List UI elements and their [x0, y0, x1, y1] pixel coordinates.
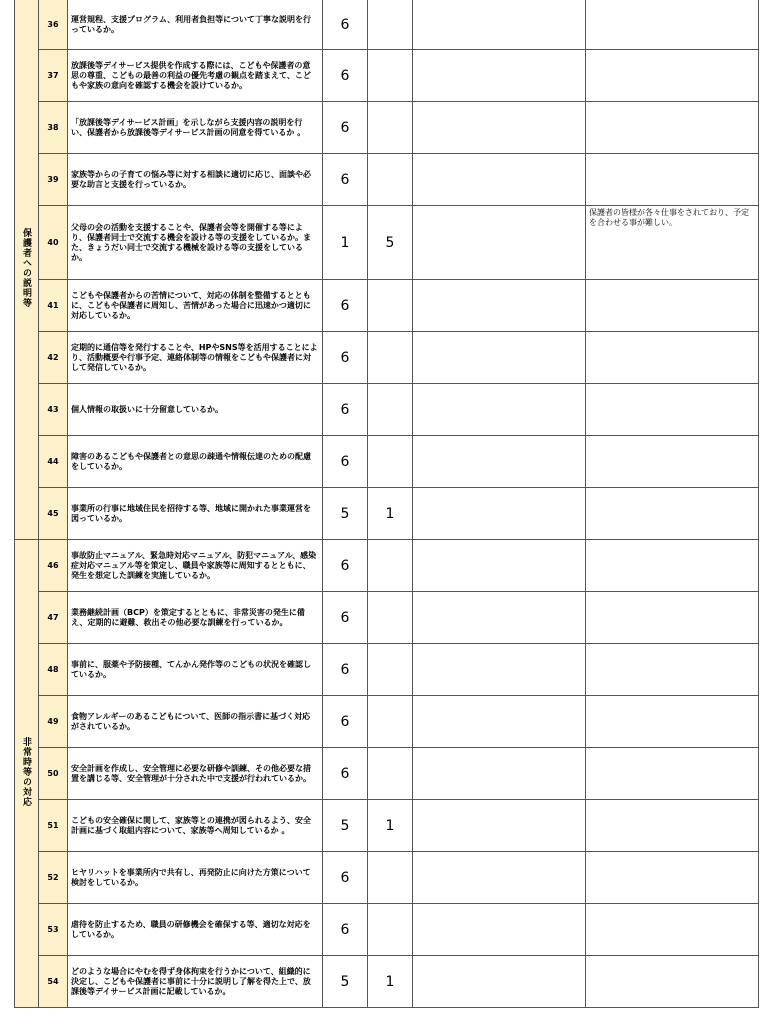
item-question: 食物アレルギーのあるこどもについて、医師の指示書に基づく対応がされているか。: [68, 696, 323, 748]
item-number: 52: [39, 852, 68, 904]
table-row: [15, 644, 759, 696]
no-count: 5: [368, 206, 413, 280]
category-label: 非常時等の対応: [21, 736, 31, 807]
yes-count: 6: [323, 904, 368, 956]
item-question: こどもや保護者からの苦情について、対応の体制を整備するとともに、こどもや保護者に周知し、苦情があった場合に迅速かつ適切に対応しているか。: [68, 280, 323, 332]
yes-count: 1: [323, 206, 368, 280]
note-cell: [586, 384, 759, 436]
item-question: こどもの安全確保に関して、家族等との連携が図られるよう、安全計画に基づく取組内容について、家族等へ周知しているか 。: [68, 800, 323, 852]
item-number: 42: [39, 332, 68, 384]
note-cell: [586, 50, 759, 102]
item-number: 46: [39, 540, 68, 592]
item-number: 53: [39, 904, 68, 956]
yes-count: 6: [323, 0, 368, 50]
no-count: [368, 644, 413, 696]
item-number: 51: [39, 800, 68, 852]
item-number: 38: [39, 102, 68, 154]
note-cell: [586, 436, 759, 488]
evaluation-sheet: [14, 0, 759, 1008]
blank-cell: [413, 800, 586, 852]
yes-count: 6: [323, 384, 368, 436]
no-count: [368, 332, 413, 384]
yes-count: 6: [323, 102, 368, 154]
category-label: 保護者への説明等: [21, 227, 31, 308]
evaluation-table: [14, 0, 759, 1008]
item-question: 「放課後等デイサービス計画」を示しながら支援内容の説明を行い、保護者から放課後等デイサービス計画の同意を得ているか 。: [68, 102, 323, 154]
yes-count: 6: [323, 280, 368, 332]
blank-cell: [413, 696, 586, 748]
no-count: [368, 592, 413, 644]
item-question: 父母の会の活動を支援することや、保護者会等を開催する等により、保護者同士で交流する機会を設ける等の支援をしているか。また、きょうだい同士で交流する機械を設ける等の支援をしているか。: [68, 206, 323, 280]
blank-cell: [413, 0, 586, 50]
blank-cell: [413, 956, 586, 1008]
table-row: [15, 384, 759, 436]
no-count: 1: [368, 956, 413, 1008]
item-question: 事故防止マニュアル、緊急時対応マニュアル、防犯マニュアル、感染症対応マニュアル等を策定し、職員や家族等に周知するとともに、発生を想定した訓練を実施しているか。: [68, 540, 323, 592]
yes-count: 6: [323, 332, 368, 384]
table-row: [15, 50, 759, 102]
blank-cell: [413, 748, 586, 800]
table-row: [15, 904, 759, 956]
no-count: [368, 436, 413, 488]
table-row: [15, 748, 759, 800]
category-cell: [15, 0, 39, 540]
yes-count: 5: [323, 800, 368, 852]
item-question: 事前に、服薬や予防接種、てんかん発作等のこどもの状況を確認しているか。: [68, 644, 323, 696]
yes-count: 6: [323, 154, 368, 206]
note-cell: [586, 904, 759, 956]
note-cell: [586, 488, 759, 540]
item-question: 業務継続計画（BCP）を策定するとともに、非常災害の発生に備え、定期的に避難、救出その他必要な訓練を行っているか。: [68, 592, 323, 644]
item-number: 49: [39, 696, 68, 748]
yes-count: 6: [323, 852, 368, 904]
no-count: 1: [368, 800, 413, 852]
note-cell: [586, 0, 759, 50]
blank-cell: [413, 436, 586, 488]
note-cell: [586, 956, 759, 1008]
item-number: 45: [39, 488, 68, 540]
blank-cell: [413, 102, 586, 154]
item-question: 放課後等デイサービス提供を作成する際には、こどもや保護者の意思の尊重、こどもの最善の利益の優先考慮の観点を踏まえて、こどもや家族の意向を確認する機会を設けているか。: [68, 50, 323, 102]
yes-count: 6: [323, 696, 368, 748]
no-count: [368, 280, 413, 332]
item-number: 50: [39, 748, 68, 800]
note-cell: [586, 540, 759, 592]
item-question: 虐待を防止するため、職員の研修機会を確保する等、適切な対応をしているか。: [68, 904, 323, 956]
note-cell: [586, 644, 759, 696]
no-count: 1: [368, 488, 413, 540]
table-row: [15, 280, 759, 332]
blank-cell: [413, 592, 586, 644]
blank-cell: [413, 206, 586, 280]
blank-cell: [413, 540, 586, 592]
yes-count: 6: [323, 540, 368, 592]
item-question: 安全計画を作成し、安全管理に必要な研修や訓練、その他必要な措置を講じる等、安全管理が十分された中で支援が行われているか。: [68, 748, 323, 800]
no-count: [368, 540, 413, 592]
blank-cell: [413, 280, 586, 332]
yes-count: 5: [323, 488, 368, 540]
note-cell: [586, 800, 759, 852]
no-count: [368, 696, 413, 748]
no-count: [368, 154, 413, 206]
no-count: [368, 748, 413, 800]
no-count: [368, 384, 413, 436]
note-cell: [586, 154, 759, 206]
no-count: [368, 904, 413, 956]
yes-count: 6: [323, 436, 368, 488]
table-row: [15, 592, 759, 644]
note-cell: [586, 280, 759, 332]
note-cell: [586, 852, 759, 904]
item-number: 41: [39, 280, 68, 332]
note-cell: [586, 748, 759, 800]
item-number: 44: [39, 436, 68, 488]
table-row: [15, 436, 759, 488]
item-number: 36: [39, 0, 68, 50]
item-number: 54: [39, 956, 68, 1008]
item-number: 48: [39, 644, 68, 696]
note-cell: [586, 102, 759, 154]
note-cell: [586, 332, 759, 384]
note-cell: [586, 592, 759, 644]
item-number: 39: [39, 154, 68, 206]
blank-cell: [413, 332, 586, 384]
blank-cell: [413, 644, 586, 696]
item-number: 37: [39, 50, 68, 102]
blank-cell: [413, 488, 586, 540]
no-count: [368, 50, 413, 102]
yes-count: 6: [323, 592, 368, 644]
table-row: [15, 206, 759, 280]
no-count: [368, 852, 413, 904]
item-question: 家族等からの子育ての悩み等に対する相談に適切に応じ、面談や必要な助言と支援を行っているか。: [68, 154, 323, 206]
table-row: [15, 102, 759, 154]
table-row: [15, 800, 759, 852]
blank-cell: [413, 852, 586, 904]
item-question: 個人情報の取扱いに十分留意しているか。: [68, 384, 323, 436]
note-cell: 保護者の皆様が各々仕事をされており、予定を合わせる事が難しい。: [586, 206, 759, 280]
item-question: 事業所の行事に地域住民を招待する等、地域に開かれた事業運営を図っているか。: [68, 488, 323, 540]
table-row: [15, 852, 759, 904]
table-row: [15, 540, 759, 592]
no-count: [368, 102, 413, 154]
item-question: ヒヤリハットを事業所内で共有し、再発防止に向けた方策について検討をしているか。: [68, 852, 323, 904]
table-row: [15, 696, 759, 748]
blank-cell: [413, 50, 586, 102]
no-count: [368, 0, 413, 50]
yes-count: 6: [323, 644, 368, 696]
yes-count: 5: [323, 956, 368, 1008]
category-cell: [15, 540, 39, 1008]
note-cell: [586, 696, 759, 748]
table-row: [15, 154, 759, 206]
item-number: 47: [39, 592, 68, 644]
item-number: 40: [39, 206, 68, 280]
yes-count: 6: [323, 50, 368, 102]
blank-cell: [413, 904, 586, 956]
item-number: 43: [39, 384, 68, 436]
table-row: [15, 956, 759, 1008]
table-row: [15, 488, 759, 540]
table-row: [15, 332, 759, 384]
yes-count: 6: [323, 748, 368, 800]
item-question: 障害のあるこどもや保護者との意思の疎通や情報伝達のための配慮をしているか。: [68, 436, 323, 488]
item-question: どのような場合にやむを得ず身体拘束を行うかについて、組織的に決定し、こどもや保護者に事前に十分に説明し了解を得た上で、放課後等デイサービス計画に記載しているか。: [68, 956, 323, 1008]
blank-cell: [413, 384, 586, 436]
item-question: 運営規程、支援プログラム、利用者負担等について丁寧な説明を行っているか。: [68, 0, 323, 50]
item-question: 定期的に通信等を発行することや、HPやSNS等を活用することにより、活動概要や行事予定、連絡体制等の情報をこどもや保護者に対して発信しているか。: [68, 332, 323, 384]
blank-cell: [413, 154, 586, 206]
table-row: [15, 0, 759, 50]
